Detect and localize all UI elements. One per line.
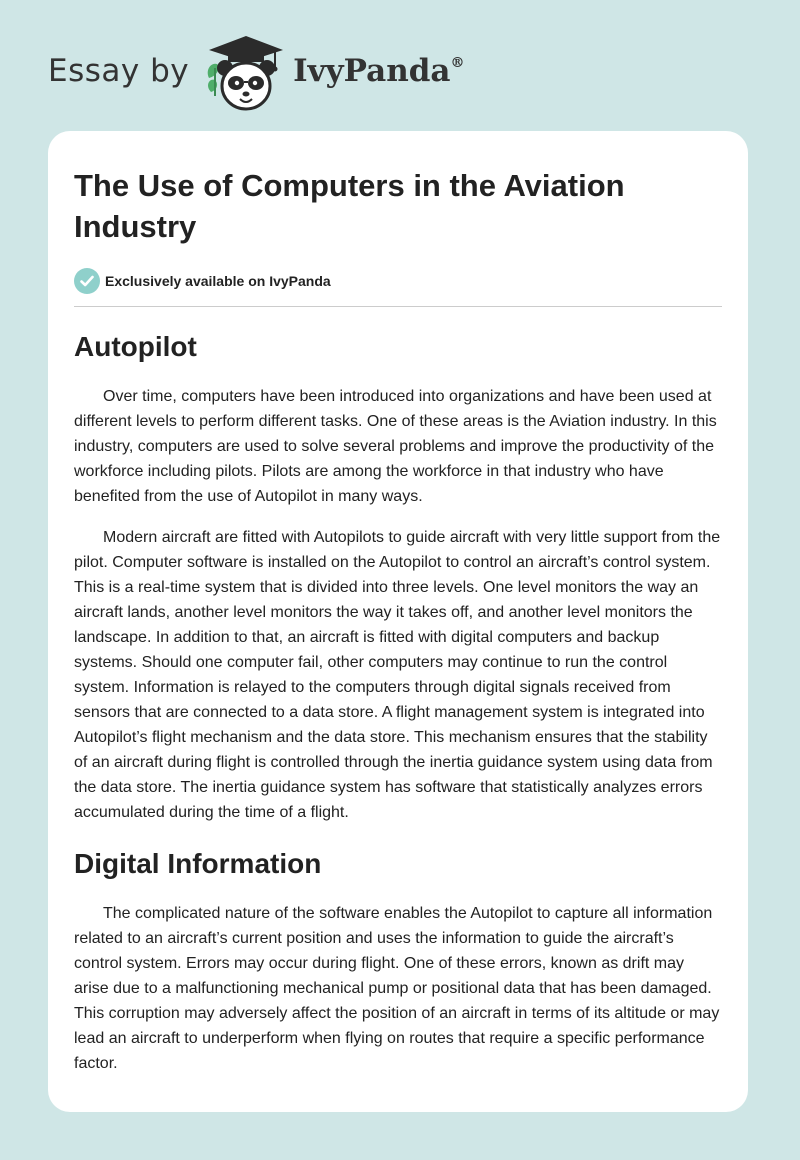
essay-card — [48, 131, 748, 1112]
section-heading-autopilot: Autopilot — [74, 331, 197, 362]
exclusive-badge — [74, 268, 722, 294]
essay-by-label: Essay by — [48, 53, 190, 89]
section-heading-digital-information: Digital Information — [74, 848, 322, 879]
paragraph: Over time, computers have been introduced into organizations and have been used at different levels to perform different tasks. One of these areas is the Aviation industry. In this industry, computers are used to solve several problems and improve the productivity of the workforce including pilots. Pilots are among the workforce in that industry who have benefited from the use of Autopilot in many ways. — [74, 388, 717, 505]
trademark-symbol: ® — [450, 55, 465, 71]
paragraph: Modern aircraft are fitted with Autopilots to guide aircraft with very little support from the pilot. Computer software is installed on the Autopilot to control an aircraft’s control system. This is a real-time system that is divided into three levels. One level monitors the way an aircraft lands, another level monitors the way it takes off, and another level monitors the landscape. In addition to that, an aircraft is fitted with digital computers and backup systems. Should one computer fail, other computers may continue to run the control system. Information is relayed to the computers through digital signals received from sensors that are connected to a data store. A flight management system is integrated into Autopilot’s flight mechanism and the data store. This mechanism ensures that the stability of an aircraft during flight is controlled through the inertia guidance system using data from the data store. The inertia guidance system has software that statistically analyzes errors accumulated during the time of a flight. — [74, 529, 721, 821]
brand-name: IvyPanda® — [293, 53, 465, 89]
site-header — [48, 34, 465, 114]
check-circle-icon — [74, 268, 100, 294]
essay-title: The Use of Computers in the Aviation Industry — [74, 168, 625, 244]
paragraph: The complicated nature of the software enables the Autopilot to capture all information related to an aircraft’s current position and uses the information to guide the aircraft’s control system. Errors may occur during flight. One of these errors, known as drift may arise due to a malfunctioning mechanical pump or positional data that has been damaged. This corruption may adversely affect the position of an aircraft in terms of its altitude or may lead an aircraft to underperform when flying on routes that require a specific performance factor. — [74, 905, 720, 1072]
divider — [74, 306, 722, 307]
exclusive-badge-text: Exclusively available on IvyPanda — [105, 273, 331, 289]
panda-graduate-icon — [203, 34, 289, 114]
ivypanda-logo-link[interactable] — [203, 34, 464, 114]
essay-content — [74, 165, 722, 1076]
